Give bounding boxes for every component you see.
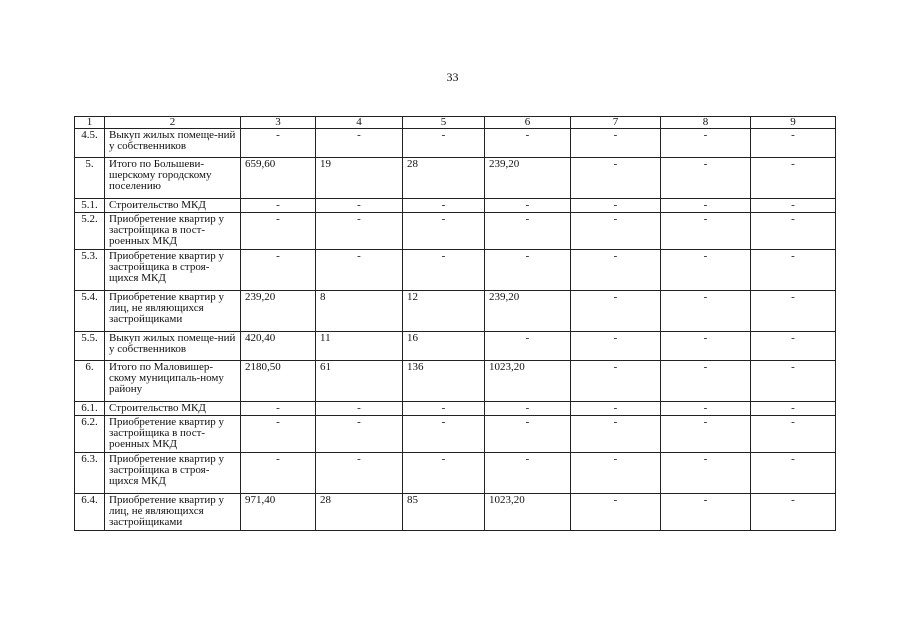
- table-cell: -: [241, 199, 316, 213]
- table-row: [75, 402, 836, 416]
- row-name: Строительство МКД: [105, 199, 241, 213]
- table-cell: 239,20: [485, 291, 571, 332]
- table-cell: -: [571, 291, 661, 332]
- table-cell: -: [485, 199, 571, 213]
- table-cell: -: [571, 361, 661, 402]
- table-cell: -: [571, 402, 661, 416]
- row-name: Приобретение квартир у застройщика в строя-щихся МКД: [105, 453, 241, 494]
- table-row: [75, 199, 836, 213]
- table-cell: -: [751, 494, 836, 531]
- page-number: 33: [446, 70, 459, 84]
- row-number: 6.: [75, 361, 105, 402]
- table-cell: -: [241, 416, 316, 453]
- header-cell: 1: [75, 117, 105, 129]
- table-cell: -: [661, 494, 751, 531]
- table-cell: -: [751, 361, 836, 402]
- header-cell: 2: [105, 117, 241, 129]
- table-cell: 239,20: [485, 158, 571, 199]
- row-number: 6.2.: [75, 416, 105, 453]
- row-name: Приобретение квартир у лиц, не являющихся застройщиками: [105, 291, 241, 332]
- table-cell: -: [403, 199, 485, 213]
- table-cell: 61: [316, 361, 403, 402]
- table-cell: -: [751, 213, 836, 250]
- table-body: [75, 129, 836, 531]
- table-cell: -: [751, 199, 836, 213]
- row-number: 4.5.: [75, 129, 105, 158]
- table-cell: -: [316, 129, 403, 158]
- table-cell: -: [571, 199, 661, 213]
- table-cell: -: [485, 416, 571, 453]
- row-name: Приобретение квартир у лиц, не являющихся застройщиками: [105, 494, 241, 531]
- header-cell: 6: [485, 117, 571, 129]
- table-cell: 420,40: [241, 332, 316, 361]
- header-cell: 8: [661, 117, 751, 129]
- table-row: [75, 416, 836, 453]
- row-number: 5.3.: [75, 250, 105, 291]
- header-cell: 5: [403, 117, 485, 129]
- header-cell: 3: [241, 117, 316, 129]
- table-cell: -: [751, 332, 836, 361]
- table-cell: -: [661, 291, 751, 332]
- table-cell: 28: [316, 494, 403, 531]
- table-cell: -: [751, 291, 836, 332]
- table-row: [75, 158, 836, 199]
- table-row: [75, 332, 836, 361]
- row-name: Приобретение квартир у застройщика в пост-роенных МКД: [105, 213, 241, 250]
- table-cell: -: [316, 416, 403, 453]
- row-name: Строительство МКД: [105, 402, 241, 416]
- table-cell: 239,20: [241, 291, 316, 332]
- row-number: 5.: [75, 158, 105, 199]
- table-cell: -: [241, 402, 316, 416]
- table-cell: -: [241, 250, 316, 291]
- row-name: Итого по Маловишер-скому муниципаль-ному району: [105, 361, 241, 402]
- table-cell: 12: [403, 291, 485, 332]
- table-row: [75, 250, 836, 291]
- table-cell: -: [751, 158, 836, 199]
- table-cell: -: [485, 213, 571, 250]
- table-cell: -: [403, 453, 485, 494]
- table-cell: -: [241, 453, 316, 494]
- table-cell: -: [751, 453, 836, 494]
- table-cell: -: [571, 416, 661, 453]
- table-cell: 8: [316, 291, 403, 332]
- table-cell: -: [316, 250, 403, 291]
- table-cell: -: [661, 361, 751, 402]
- table-cell: -: [661, 416, 751, 453]
- table-cell: -: [751, 416, 836, 453]
- table-cell: -: [661, 213, 751, 250]
- table-cell: -: [661, 158, 751, 199]
- row-name: Выкуп жилых помеще-ний у собственников: [105, 129, 241, 158]
- row-name: Итого по Большеви-шерскому городскому поселению: [105, 158, 241, 199]
- table-cell: 659,60: [241, 158, 316, 199]
- table-row: [75, 213, 836, 250]
- row-number: 6.4.: [75, 494, 105, 531]
- table-row: [75, 494, 836, 531]
- table-cell: -: [485, 453, 571, 494]
- row-name: Выкуп жилых помеще-ний у собственников: [105, 332, 241, 361]
- table-cell: -: [661, 332, 751, 361]
- table-cell: -: [571, 213, 661, 250]
- table-cell: -: [403, 416, 485, 453]
- table-cell: -: [751, 129, 836, 158]
- table-cell: 11: [316, 332, 403, 361]
- table-cell: -: [403, 129, 485, 158]
- table-cell: -: [485, 129, 571, 158]
- header-cell: 9: [751, 117, 836, 129]
- table-cell: 28: [403, 158, 485, 199]
- table-cell: -: [485, 402, 571, 416]
- row-number: 6.3.: [75, 453, 105, 494]
- table-cell: -: [571, 129, 661, 158]
- table-cell: -: [571, 332, 661, 361]
- table-cell: -: [316, 453, 403, 494]
- row-name: Приобретение квартир у застройщика в пост-роенных МКД: [105, 416, 241, 453]
- header-cell: 4: [316, 117, 403, 129]
- table-cell: -: [571, 453, 661, 494]
- table-cell: 16: [403, 332, 485, 361]
- table-cell: -: [316, 402, 403, 416]
- table-cell: -: [403, 402, 485, 416]
- table-cell: -: [751, 250, 836, 291]
- table-cell: -: [571, 158, 661, 199]
- table-cell: -: [661, 199, 751, 213]
- header-cell: 7: [571, 117, 661, 129]
- table-cell: 136: [403, 361, 485, 402]
- data-table: [74, 116, 836, 531]
- table-row: [75, 453, 836, 494]
- row-number: 5.5.: [75, 332, 105, 361]
- table-cell: -: [316, 199, 403, 213]
- table-cell: -: [485, 250, 571, 291]
- table-cell: -: [751, 402, 836, 416]
- table-row: [75, 129, 836, 158]
- table-cell: -: [485, 332, 571, 361]
- table-cell: -: [316, 213, 403, 250]
- table-cell: -: [241, 129, 316, 158]
- row-number: 5.1.: [75, 199, 105, 213]
- table-cell: -: [403, 250, 485, 291]
- table-cell: -: [661, 250, 751, 291]
- table-cell: -: [571, 494, 661, 531]
- table-row: [75, 361, 836, 402]
- table-cell: 1023,20: [485, 361, 571, 402]
- table-cell: 2180,50: [241, 361, 316, 402]
- row-number: 5.4.: [75, 291, 105, 332]
- row-number: 5.2.: [75, 213, 105, 250]
- table-cell: 85: [403, 494, 485, 531]
- row-number: 6.1.: [75, 402, 105, 416]
- table-cell: -: [571, 250, 661, 291]
- table-cell: 971,40: [241, 494, 316, 531]
- table-cell: -: [661, 453, 751, 494]
- table-cell: 1023,20: [485, 494, 571, 531]
- table-cell: -: [241, 213, 316, 250]
- table-cell: -: [661, 129, 751, 158]
- table-cell: -: [403, 213, 485, 250]
- table-cell: -: [661, 402, 751, 416]
- header-row: [75, 117, 836, 129]
- row-name: Приобретение квартир у застройщика в строя-щихся МКД: [105, 250, 241, 291]
- table-cell: 19: [316, 158, 403, 199]
- table-row: [75, 291, 836, 332]
